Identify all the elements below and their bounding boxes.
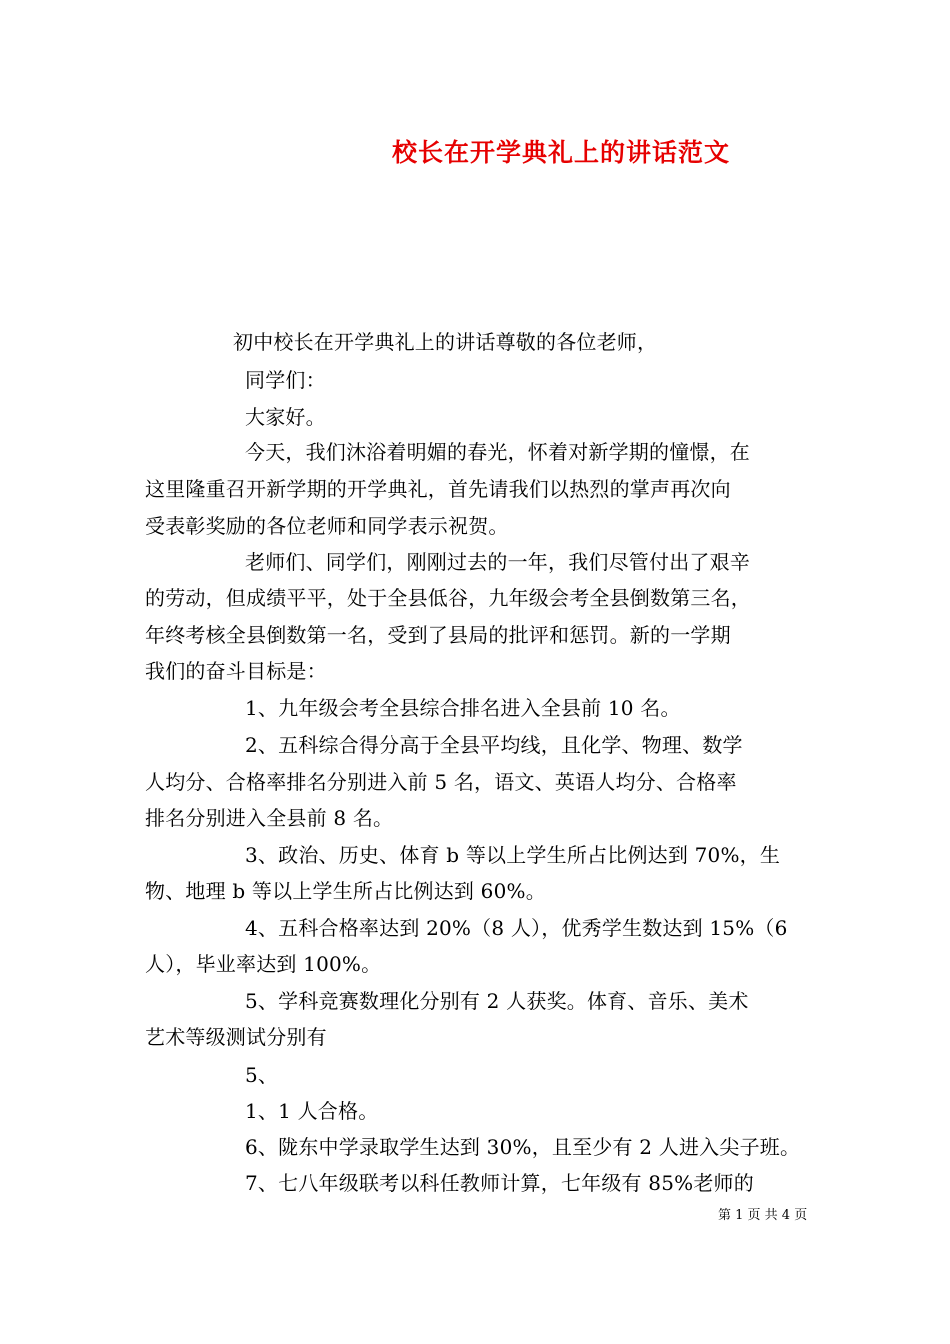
body-line: 老师们、同学们，刚刚过去的一年，我们尽管付出了艰辛 [245,550,750,574]
body-line: 6、陇东中学录取学生达到 30%，且至少有 2 人进入尖子班。 [245,1135,801,1159]
body-line: 4、五科合格率达到 20%（8 人），优秀学生数达到 15%（6 [245,916,788,940]
body-line: 3、政治、历史、体育 b 等以上学生所占比例达到 70%，生 [245,843,781,867]
body-line: 5、 [245,1063,279,1087]
body-line: 1、1 人合格。 [245,1099,379,1123]
document-title: 校长在开学典礼上的讲话范文 [392,138,731,167]
body-line: 年终考核全县倒数第一名，受到了县局的批评和惩罚。新的一学期 [145,623,731,647]
page-number-footer: 第 1 页 共 4 页 [718,1208,808,1223]
body-line: 7、七八年级联考以科任教师计算，七年级有 85%老师的 [245,1171,754,1195]
body-line: 人均分、合格率排名分别进入前 5 名，语文、英语人均分、合格率 [145,770,737,794]
body-line: 人），毕业率达到 100%。 [145,952,382,976]
body-line: 我们的奋斗目标是： [145,659,327,683]
body-line: 这里隆重召开新学期的开学典礼，首先请我们以热烈的掌声再次向 [145,477,731,501]
body-line: 大家好。 [245,405,326,429]
body-line: 艺术等级测试分别有 [145,1025,327,1049]
body-line: 受表彰奖励的各位老师和同学表示祝贺。 [145,514,509,538]
body-line: 5、学科竞赛数理化分别有 2 人获奖。体育、音乐、美术 [245,989,749,1013]
body-line: 2、五科综合得分高于全县平均线，且化学、物理、数学 [245,733,743,757]
body-line: 物、地理 b 等以上学生所占比例达到 60%。 [145,879,546,903]
body-line: 1、九年级会考全县综合排名进入全县前 10 名。 [245,696,681,720]
body-line: 的劳动，但成绩平平，处于全县低谷，九年级会考全县倒数第三名， [145,586,751,610]
body-line: 初中校长在开学典礼上的讲话尊敬的各位老师， [233,330,658,354]
body-line: 同学们： [245,368,326,392]
body-line: 排名分别进入全县前 8 名。 [145,806,394,830]
body-line: 今天，我们沐浴着明媚的春光，怀着对新学期的憧憬，在 [245,440,750,464]
